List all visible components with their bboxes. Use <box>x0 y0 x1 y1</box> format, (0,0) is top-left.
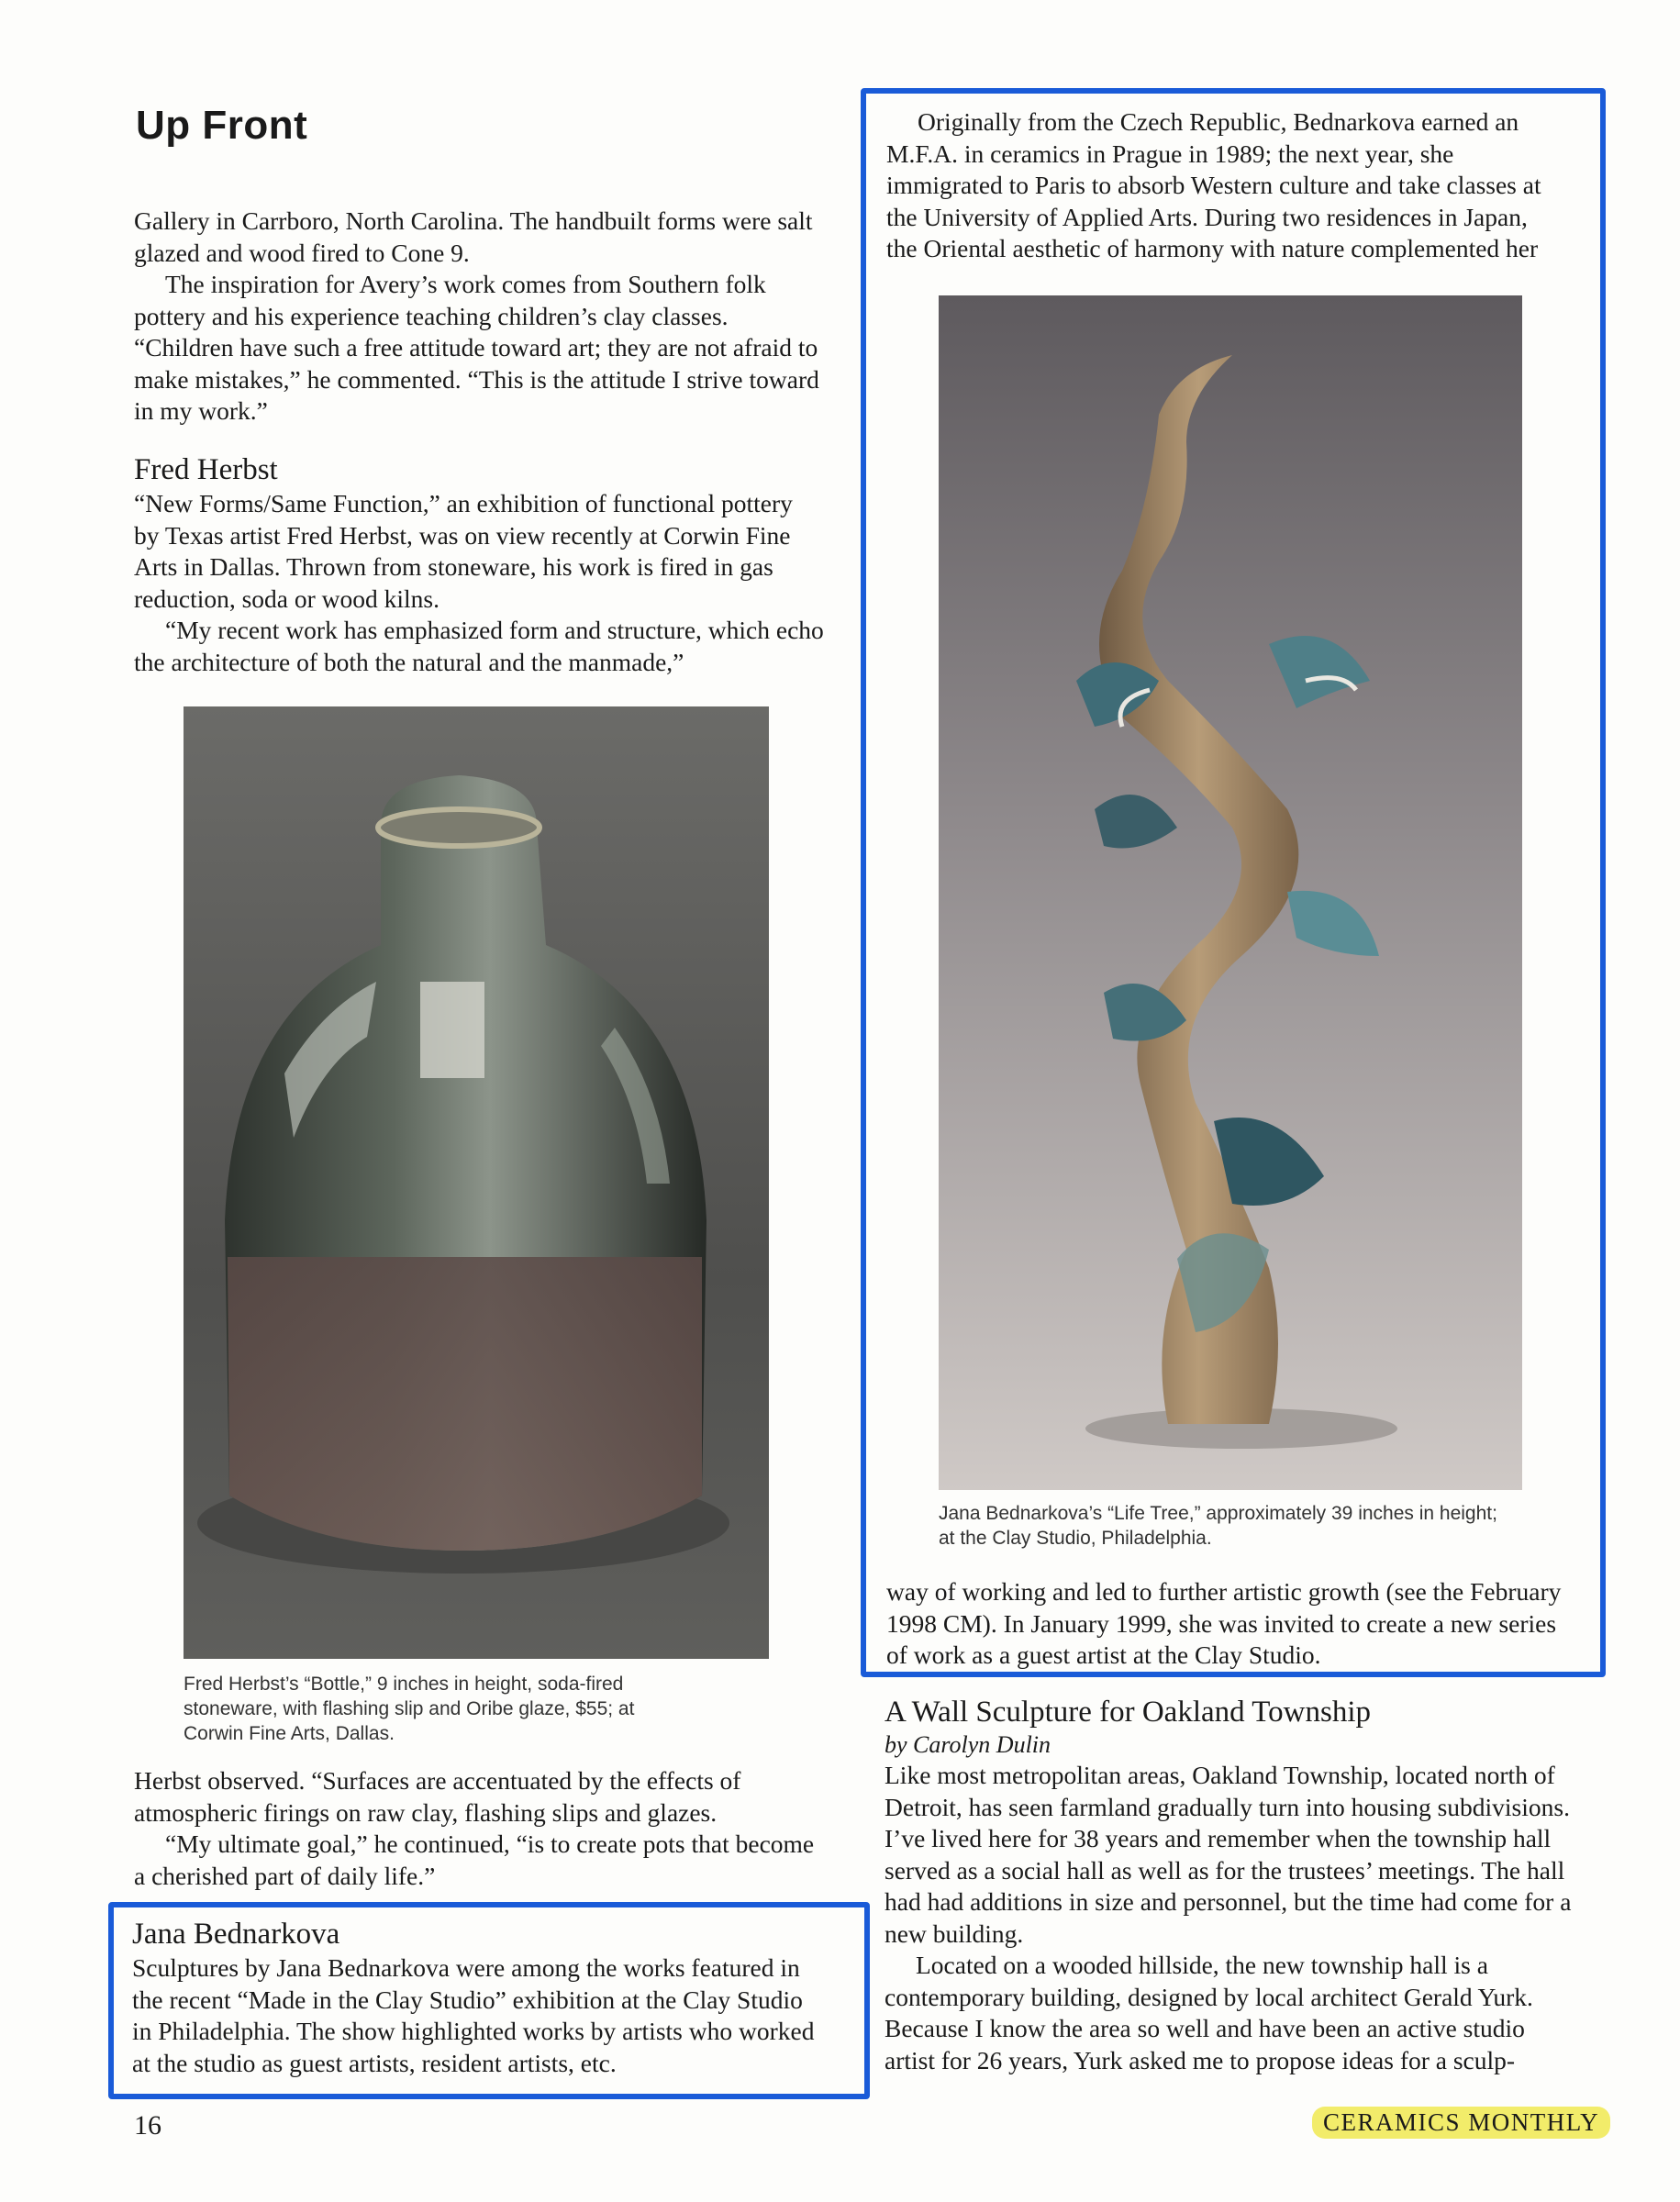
jana-intro-paragraph: Sculptures by Jana Bednarkova were among the works featured in the recent “Made in the Clay Studio” exhibition at the Clay Studio in Philadelphia. The show highlighted works by artists who worked at the studio as guest artists, resident artists, etc. <box>132 1953 815 2077</box>
section-title: Up Front <box>136 103 308 148</box>
intro-paragraph: Gallery in Carrboro, North Carolina. The handbuilt forms were salt glazed and wood fired to Cone 9. <box>134 206 813 267</box>
jana-heading: Jana Bednarkova <box>132 1918 340 1951</box>
page-number: 16 <box>134 2110 161 2141</box>
fred-herbst-heading: Fred Herbst <box>134 453 278 486</box>
fred-after-paragraph: Herbst observed. “Surfaces are accentuated by the effects of atmospheric firings on raw clay, flashing slips and glazes. <box>134 1766 741 1827</box>
life-tree-photo <box>939 295 1522 1490</box>
jana-continued-top <box>886 106 1562 265</box>
jana-continued-bottom-paragraph: way of working and led to further artistic growth (see the February 1998 CM). In January 1999, she was invited to create a new series of work as a guest artist at the Clay Studio. <box>886 1577 1562 1669</box>
fred-herbst-article <box>134 451 824 678</box>
jana-continued-paragraph: Originally from the Czech Republic, Bednarkova earned an M.F.A. in ceramics in Prague in 1989; the next year, she immigrated to Paris to absorb Western culture and take classes at the University of Applied Arts. During two residences in Japan, the Oriental aesthetic of harmony with nature complemented her <box>886 107 1541 262</box>
bottle-illustration <box>184 706 769 1659</box>
jana-bednarkova-intro <box>132 1916 822 2079</box>
fred-paragraph: “New Forms/Same Function,” an exhibition of functional pottery by Texas artist Fred Herbst, was on view recently at Corwin Fine Arts in Dallas. Thrown from stoneware, his work is fired in gas reduction, soda or wood kilns. <box>134 489 793 613</box>
oakland-article <box>885 1694 1574 2076</box>
magazine-footer-highlight <box>1312 2107 1610 2139</box>
bottle-caption: Fred Herbst’s “Bottle,” 9 inches in height, soda-fired stoneware, with flashing slip and Oribe glaze, $55; at Corwin Fine Arts, Dallas. <box>184 1674 635 1744</box>
oakland-byline: by Carolyn Dulin <box>885 1731 1051 1758</box>
magazine-name: CERAMICS MONTHLY <box>1323 2108 1600 2136</box>
sculpture-illustration <box>939 295 1522 1490</box>
oakland-heading: A Wall Sculpture for Oakland Township <box>885 1696 1371 1729</box>
fred-after-paragraph: “My ultimate goal,” he continued, “is to create pots that become a cherished part of daily life.” <box>134 1829 815 1890</box>
bottle-photo <box>184 706 769 1659</box>
jana-continued-bottom <box>886 1576 1562 1672</box>
oakland-paragraph: Like most metropolitan areas, Oakland Township, located north of Detroit, has seen farmland gradually turn into housing subdivisions. I’ve lived here for 38 years and remember when the township hall served as a social hall as well as for the trustees’ meetings. The hall had had additions in size and personnel, but the time had come for a new building. <box>885 1761 1572 1948</box>
life-tree-caption: Jana Bednarkova’s “Life Tree,” approximately 39 inches in height; at the Clay Studio, Philadelphia. <box>939 1503 1497 1549</box>
fred-paragraph: “My recent work has emphasized form and structure, which echo the architecture of both the natural and the manmade,” <box>134 616 824 676</box>
fred-herbst-continued <box>134 1765 824 1892</box>
oakland-paragraph: Located on a wooded hillside, the new township hall is a contemporary building, designed by local architect Gerald Yurk. Because I know the area so well and have been an active studio artist for 26 years, Yurk asked me to propose ideas for a sculp- <box>885 1951 1533 2074</box>
intro-paragraph: The inspiration for Avery’s work comes from Southern folk pottery and his experience teaching children’s clay classes. “Children have such a free attitude toward art; they are not afraid to make mistakes,” he commented. “This is the attitude I strive toward in my work.” <box>134 270 819 425</box>
left-intro <box>134 206 824 428</box>
